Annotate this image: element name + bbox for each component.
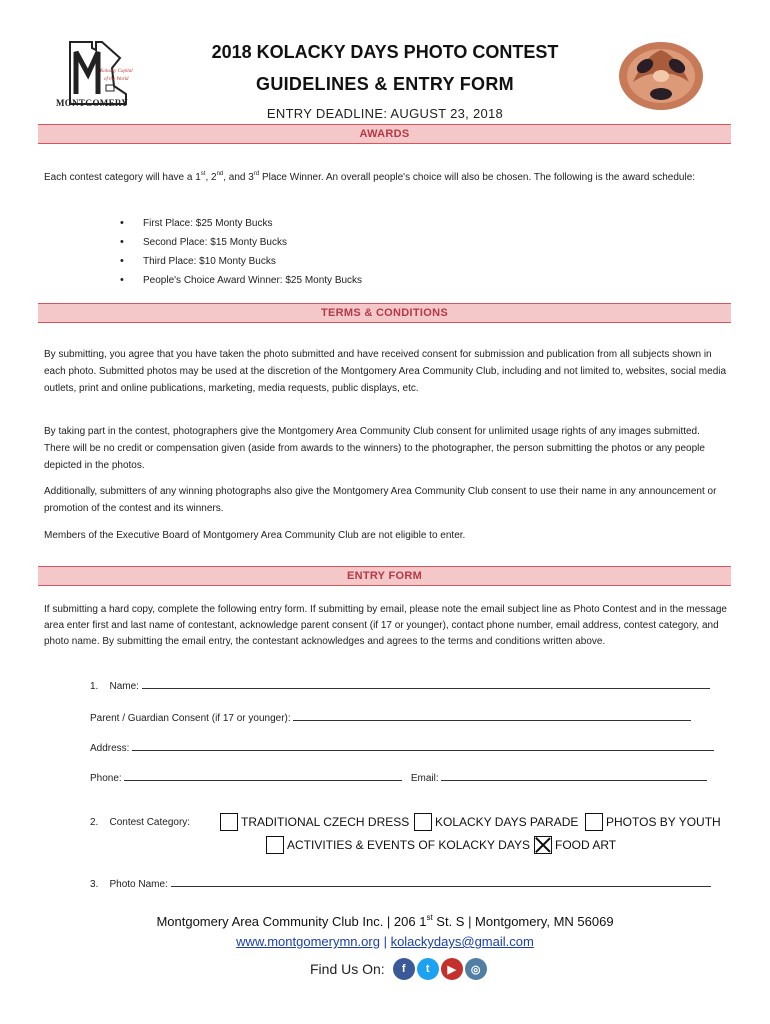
address-field[interactable] (132, 741, 714, 751)
entry-deadline: ENTRY DEADLINE: AUGUST 23, 2018 (266, 106, 504, 121)
checkbox[interactable] (414, 813, 432, 831)
facebook-icon[interactable]: f (393, 958, 415, 980)
terms-paragraph-3: Additionally, submitters of any winning photographs also give the Montgomery Area Community Club consent to use their name in any announcement or promotion of the contest and its winners. (44, 486, 717, 514)
checkbox[interactable] (266, 836, 284, 854)
email-link[interactable]: kolackydays@gmail.com (390, 934, 534, 949)
youtube-icon[interactable]: ▶ (441, 958, 463, 980)
logo-text: MONTGOMERY (56, 98, 129, 108)
category-traditional-czech-dress[interactable]: TRADITIONAL CZECH DRESS (220, 813, 409, 831)
entry-form-intro: If submitting a hard copy, complete the following entry form. If submitting by email, please note the email subject line as Photo Contest and in the message area enter first and last name of contestant, acknowledge parent consent (if 17 or younger), contact phone number, email address, contest category, and photo name. By submitting the email entry, the contestant acknowledges and agrees to the terms and conditions written above. (44, 604, 727, 647)
parent-consent-field[interactable] (293, 711, 691, 721)
list-item: • First Place: $25 Monty Bucks (120, 214, 362, 233)
find-us-row: Find Us On: f t ▶ ◎ (310, 958, 489, 980)
terms-heading: TERMS & CONDITIONS (38, 303, 731, 323)
name-field[interactable] (142, 679, 710, 689)
page-title: 2018 KOLACKY DAYS PHOTO CONTEST (211, 42, 559, 62)
list-item: • People's Choice Award Winner: $25 Monty Bucks (120, 271, 362, 290)
phone-field[interactable] (124, 771, 402, 781)
twitter-icon[interactable]: t (417, 958, 439, 980)
footer-links: www.montgomerymn.org | kolackydays@gmail.com (236, 934, 534, 949)
entry-form-heading: ENTRY FORM (38, 566, 731, 586)
phone-row: Phone: Email: (90, 771, 707, 784)
name-row: 1. Name: (90, 679, 710, 692)
checkbox[interactable] (220, 813, 238, 831)
awards-intro: Each contest category will have a 1st, 2nd, and 3rd Place Winner. An overall people's choice will also be chosen. The following is the award schedule: (44, 171, 696, 183)
page-subtitle: GUIDELINES & ENTRY FORM (256, 74, 514, 94)
social-icons (393, 958, 489, 980)
email-field[interactable] (441, 771, 707, 781)
terms-paragraph-4: Members of the Executive Board of Montgomery Area Community Club are not eligible to enter. (44, 530, 466, 541)
footer-address: Montgomery Area Community Club Inc. | 206 1st St. S | Montgomery, MN 56069 (156, 913, 614, 929)
award-schedule-list (120, 214, 362, 290)
website-link[interactable]: www.montgomerymn.org (236, 934, 380, 949)
category-activities-events[interactable]: ACTIVITIES & EVENTS OF KOLACKY DAYS (266, 836, 530, 854)
checkbox-checked[interactable] (534, 836, 552, 854)
category-kolacky-days-parade[interactable]: KOLACKY DAYS PARADE (414, 813, 578, 831)
svg-text:of the World: of the World (104, 77, 129, 82)
photo-name-row: 3. Photo Name: (90, 877, 711, 890)
terms-paragraph-2: By taking part in the contest, photographers give the Montgomery Area Community Club consent for unlimited usage rights of any images submitted. There will be no credit or compensation given (aside from awards to the winners) to the photographer, the person submitting the photos or any people depicted in the photos. (44, 426, 705, 471)
category-photos-by-youth[interactable]: PHOTOS BY YOUTH (585, 813, 721, 831)
terms-paragraph-1: By submitting, you agree that you have taken the photo submitted and have received consent for submission and publication from all subjects shown in each photo. Submitted photos may be used at the discretion of the Montgomery Area Community Club, including and not limited to, websites, social media outlets, print and online publications, marketing, media requests, public displays, etc. (44, 349, 727, 394)
category-food-art[interactable]: FOOD ART (534, 836, 616, 854)
address-row: Address: (90, 741, 714, 754)
photo-name-field[interactable] (171, 877, 711, 887)
svg-text:Kolacky Capital: Kolacky Capital (100, 69, 133, 74)
list-item: • Second Place: $15 Monty Bucks (120, 233, 362, 252)
consent-row: Parent / Guardian Consent (if 17 or younger): (90, 711, 691, 724)
checkbox[interactable] (585, 813, 603, 831)
category-row: 2. Contest Category: (90, 817, 191, 828)
awards-heading: AWARDS (38, 124, 731, 144)
instagram-icon[interactable]: ◎ (465, 958, 487, 980)
list-item: • Third Place: $10 Monty Bucks (120, 252, 362, 271)
